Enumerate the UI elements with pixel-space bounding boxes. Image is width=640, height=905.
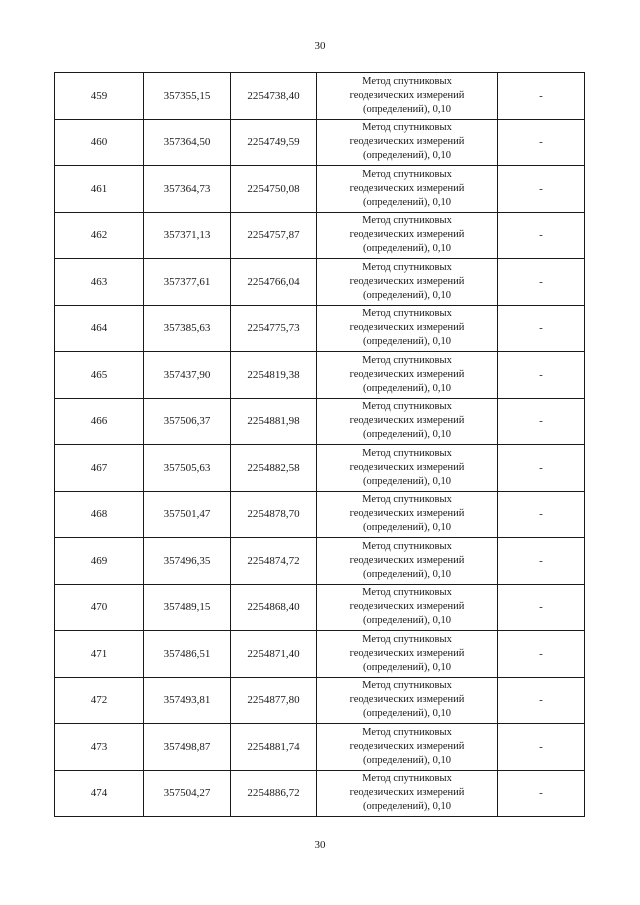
table-row — [55, 631, 585, 678]
table-row — [55, 352, 585, 399]
point-number-cell: 471 — [55, 631, 144, 678]
method-line: (определений), 0,10 — [362, 754, 452, 766]
table-row — [55, 584, 585, 631]
x-coordinate-cell: 357505,63 — [144, 445, 231, 492]
y-coordinate-cell: 2254886,72 — [231, 770, 317, 817]
x-coordinate-cell: 357355,15 — [144, 73, 231, 120]
method-cell — [317, 770, 498, 817]
method-cell — [317, 677, 498, 724]
y-coordinate-cell: 2254881,74 — [231, 724, 317, 771]
method-cell — [317, 584, 498, 631]
method-line: геодезических измерений — [349, 508, 465, 520]
note-cell: - — [498, 166, 585, 213]
method-line: Метод спутниковых — [362, 773, 452, 785]
method-line: геодезических измерений — [349, 415, 465, 427]
method-line: (определений), 0,10 — [362, 801, 452, 813]
method-line: Метод спутниковых — [362, 447, 452, 459]
method-line: Метод спутниковых — [362, 633, 452, 645]
method-cell — [317, 724, 498, 771]
x-coordinate-cell: 357437,90 — [144, 352, 231, 399]
method-line: (определений), 0,10 — [362, 522, 452, 534]
point-number-cell: 460 — [55, 119, 144, 166]
coordinates-table — [54, 72, 585, 817]
y-coordinate-cell: 2254819,38 — [231, 352, 317, 399]
method-cell — [317, 212, 498, 259]
y-coordinate-cell: 2254750,08 — [231, 166, 317, 213]
method-line: Метод спутниковых — [362, 308, 452, 320]
x-coordinate-cell: 357377,61 — [144, 259, 231, 306]
point-number-cell: 465 — [55, 352, 144, 399]
x-coordinate-cell: 357489,15 — [144, 584, 231, 631]
method-line: геодезических измерений — [349, 322, 465, 334]
note-cell: - — [498, 491, 585, 538]
y-coordinate-cell: 2254878,70 — [231, 491, 317, 538]
method-line: геодезических измерений — [349, 89, 465, 101]
point-number-cell: 463 — [55, 259, 144, 306]
table-row — [55, 398, 585, 445]
table-row — [55, 73, 585, 120]
page-number-bottom: 30 — [314, 839, 326, 851]
method-line: геодезических измерений — [349, 554, 465, 566]
note-cell: - — [498, 212, 585, 259]
note-cell: - — [498, 398, 585, 445]
method-line: Метод спутниковых — [362, 494, 452, 506]
method-cell — [317, 491, 498, 538]
table-row — [55, 305, 585, 352]
method-cell — [317, 538, 498, 585]
x-coordinate-cell: 357364,73 — [144, 166, 231, 213]
x-coordinate-cell: 357385,63 — [144, 305, 231, 352]
x-coordinate-cell: 357504,27 — [144, 770, 231, 817]
method-line: геодезических измерений — [349, 368, 465, 380]
x-coordinate-cell: 357493,81 — [144, 677, 231, 724]
y-coordinate-cell: 2254881,98 — [231, 398, 317, 445]
method-line: геодезических измерений — [349, 740, 465, 752]
y-coordinate-cell: 2254874,72 — [231, 538, 317, 585]
y-coordinate-cell: 2254877,80 — [231, 677, 317, 724]
point-number-cell: 467 — [55, 445, 144, 492]
method-line: (определений), 0,10 — [362, 708, 452, 720]
method-line: (определений), 0,10 — [362, 103, 452, 115]
table-row — [55, 259, 585, 306]
method-line: (определений), 0,10 — [362, 289, 452, 301]
method-cell — [317, 73, 498, 120]
method-line: геодезических измерений — [349, 787, 465, 799]
method-line: Метод спутниковых — [362, 75, 452, 87]
point-number-cell: 469 — [55, 538, 144, 585]
y-coordinate-cell: 2254775,73 — [231, 305, 317, 352]
method-line: геодезических измерений — [349, 601, 465, 613]
x-coordinate-cell: 357496,35 — [144, 538, 231, 585]
method-line: (определений), 0,10 — [362, 475, 452, 487]
method-line: Метод спутниковых — [362, 261, 452, 273]
y-coordinate-cell: 2254871,40 — [231, 631, 317, 678]
method-line: Метод спутниковых — [362, 122, 452, 134]
method-line: Метод спутниковых — [362, 587, 452, 599]
x-coordinate-cell: 357506,37 — [144, 398, 231, 445]
point-number-cell: 464 — [55, 305, 144, 352]
note-cell: - — [498, 119, 585, 166]
table-body — [55, 73, 585, 817]
method-line: Метод спутниковых — [362, 215, 452, 227]
note-cell: - — [498, 259, 585, 306]
y-coordinate-cell: 2254757,87 — [231, 212, 317, 259]
method-line: геодезических измерений — [349, 136, 465, 148]
method-line: (определений), 0,10 — [362, 196, 452, 208]
y-coordinate-cell: 2254882,58 — [231, 445, 317, 492]
note-cell: - — [498, 724, 585, 771]
method-line: геодезических измерений — [349, 275, 465, 287]
table-row — [55, 166, 585, 213]
table-row — [55, 445, 585, 492]
method-line: Метод спутниковых — [362, 680, 452, 692]
x-coordinate-cell: 357364,50 — [144, 119, 231, 166]
note-cell: - — [498, 352, 585, 399]
method-cell — [317, 119, 498, 166]
method-cell — [317, 259, 498, 306]
point-number-cell: 459 — [55, 73, 144, 120]
table-row — [55, 724, 585, 771]
point-number-cell: 472 — [55, 677, 144, 724]
point-number-cell: 473 — [55, 724, 144, 771]
method-cell — [317, 305, 498, 352]
note-cell: - — [498, 677, 585, 724]
method-line: Метод спутниковых — [362, 726, 452, 738]
method-line: (определений), 0,10 — [362, 243, 452, 255]
point-number-cell: 462 — [55, 212, 144, 259]
method-line: (определений), 0,10 — [362, 429, 452, 441]
note-cell: - — [498, 305, 585, 352]
table-row — [55, 677, 585, 724]
table-row — [55, 212, 585, 259]
y-coordinate-cell: 2254868,40 — [231, 584, 317, 631]
method-line: Метод спутниковых — [362, 540, 452, 552]
point-number-cell: 474 — [55, 770, 144, 817]
table-row — [55, 538, 585, 585]
method-line: Метод спутниковых — [362, 354, 452, 366]
method-cell — [317, 166, 498, 213]
method-line: геодезических измерений — [349, 182, 465, 194]
x-coordinate-cell: 357486,51 — [144, 631, 231, 678]
method-cell — [317, 631, 498, 678]
table-row — [55, 119, 585, 166]
point-number-cell: 468 — [55, 491, 144, 538]
x-coordinate-cell: 357371,13 — [144, 212, 231, 259]
table-row — [55, 770, 585, 817]
method-line: (определений), 0,10 — [362, 382, 452, 394]
point-number-cell: 461 — [55, 166, 144, 213]
y-coordinate-cell: 2254766,04 — [231, 259, 317, 306]
method-line: геодезических измерений — [349, 647, 465, 659]
note-cell: - — [498, 538, 585, 585]
method-line: геодезических измерений — [349, 694, 465, 706]
method-line: Метод спутниковых — [362, 401, 452, 413]
point-number-cell: 466 — [55, 398, 144, 445]
y-coordinate-cell: 2254749,59 — [231, 119, 317, 166]
method-line: (определений), 0,10 — [362, 615, 452, 627]
method-line: геодезических измерений — [349, 461, 465, 473]
method-line: (определений), 0,10 — [362, 568, 452, 580]
note-cell: - — [498, 631, 585, 678]
note-cell: - — [498, 445, 585, 492]
method-line: (определений), 0,10 — [362, 661, 452, 673]
method-line: Метод спутниковых — [362, 168, 452, 180]
table-row — [55, 491, 585, 538]
y-coordinate-cell: 2254738,40 — [231, 73, 317, 120]
note-cell: - — [498, 73, 585, 120]
page-number-top: 30 — [314, 40, 326, 52]
method-line: геодезических измерений — [349, 229, 465, 241]
x-coordinate-cell: 357501,47 — [144, 491, 231, 538]
note-cell: - — [498, 770, 585, 817]
method-line: (определений), 0,10 — [362, 150, 452, 162]
x-coordinate-cell: 357498,87 — [144, 724, 231, 771]
point-number-cell: 470 — [55, 584, 144, 631]
method-line: (определений), 0,10 — [362, 336, 452, 348]
method-cell — [317, 352, 498, 399]
method-cell — [317, 445, 498, 492]
method-cell — [317, 398, 498, 445]
note-cell: - — [498, 584, 585, 631]
